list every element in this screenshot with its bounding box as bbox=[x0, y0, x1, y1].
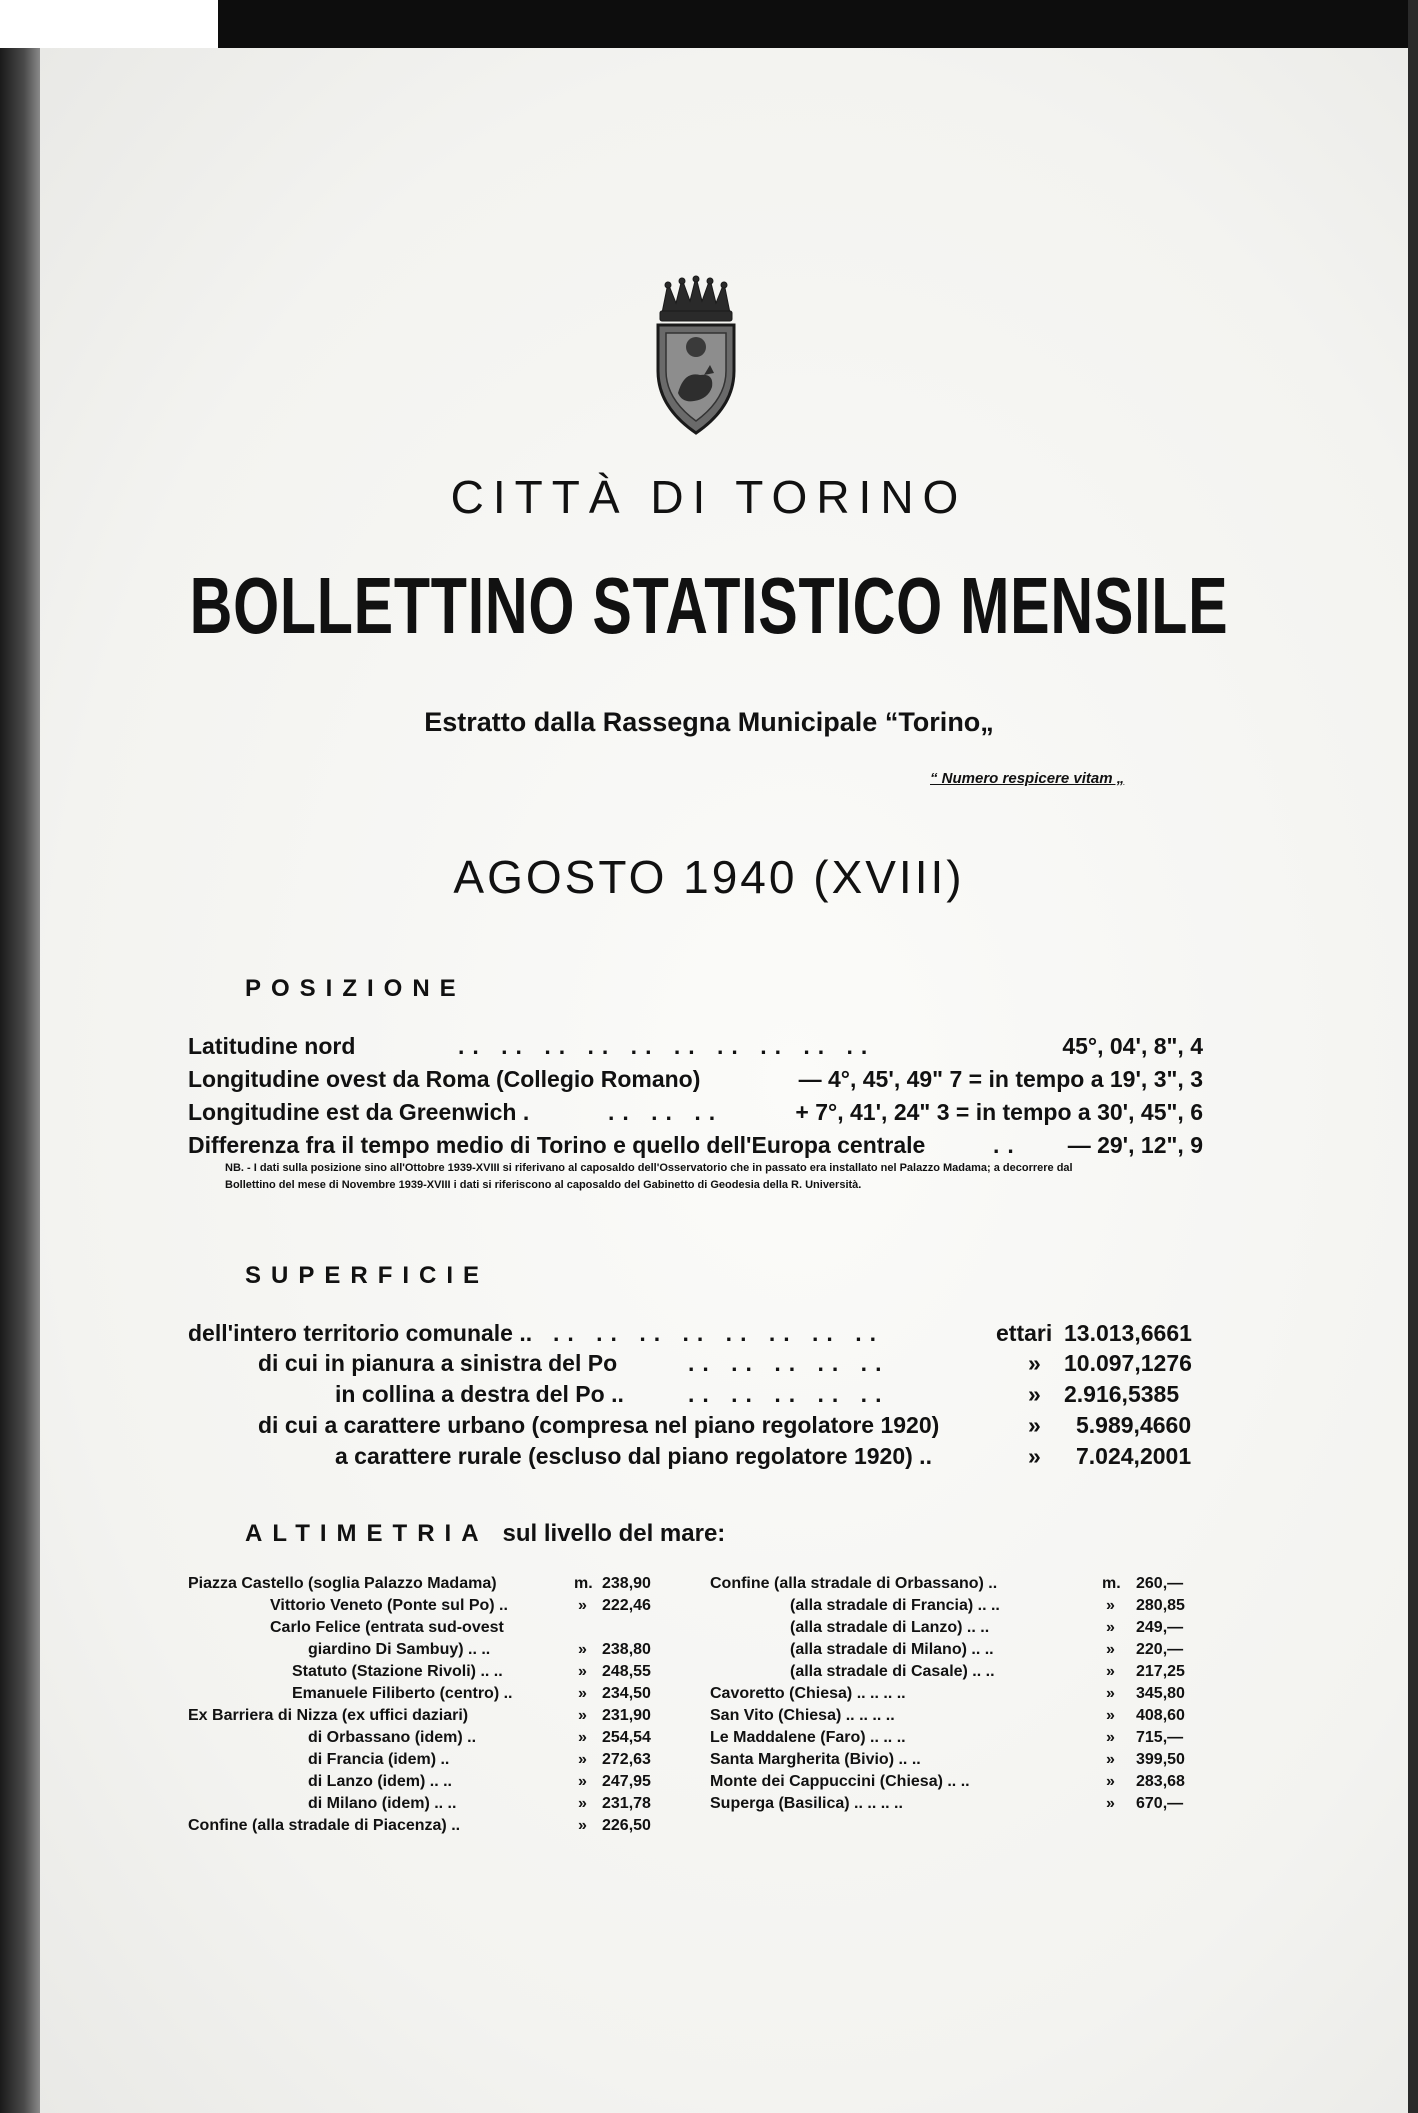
unit: » bbox=[578, 1641, 587, 1658]
altitude-value: 217,25 bbox=[1136, 1663, 1185, 1680]
dot-leader: .. .. .. .. .. bbox=[688, 1350, 890, 1376]
unit: » bbox=[1106, 1729, 1115, 1746]
altitude-value: 715,— bbox=[1136, 1729, 1184, 1746]
altitude-value: 249,— bbox=[1136, 1619, 1184, 1636]
place-label: di Orbassano (idem) .. bbox=[308, 1729, 477, 1746]
place-label: Le Maddalene (Faro) .. .. .. bbox=[710, 1729, 906, 1746]
unit: » bbox=[578, 1663, 587, 1680]
superficie-row bbox=[258, 1412, 1192, 1442]
posizione-label: Differenza fra il tempo medio di Torino e quello dell'Europa centrale bbox=[188, 1132, 926, 1158]
posizione-row bbox=[188, 1132, 1203, 1162]
section-heading-altimetria bbox=[245, 1520, 725, 1548]
unit: » bbox=[578, 1729, 587, 1746]
altitude-value: 399,50 bbox=[1136, 1751, 1185, 1768]
place-label: (alla stradale di Milano) .. .. bbox=[790, 1641, 994, 1658]
place-label: San Vito (Chiesa) .. .. .. .. bbox=[710, 1707, 895, 1724]
superficie-label: dell'intero territorio comunale .. bbox=[188, 1320, 533, 1346]
unit: » bbox=[578, 1685, 587, 1702]
unit: » bbox=[578, 1773, 587, 1790]
place-label: Santa Margherita (Bivio) .. .. bbox=[710, 1751, 921, 1768]
posizione-value: 45°, 04', 8", 4 bbox=[1062, 1033, 1203, 1059]
altimetria-row bbox=[188, 1663, 658, 1685]
unit: m. bbox=[1102, 1575, 1121, 1592]
altimetria-row bbox=[188, 1575, 658, 1597]
dot-leader: .. .. .. bbox=[608, 1099, 724, 1125]
superficie-value: 5.989,4660 bbox=[1076, 1412, 1192, 1438]
place-label: Cavoretto (Chiesa) .. .. .. .. bbox=[710, 1685, 906, 1702]
altitude-value: 670,— bbox=[1136, 1795, 1184, 1812]
superficie-row bbox=[335, 1381, 1188, 1411]
posizione-value: + 7°, 41', 24" 3 = in tempo a 30', 45", 6 bbox=[795, 1099, 1203, 1125]
altitude-value: 283,68 bbox=[1136, 1773, 1185, 1790]
altimetria-heading: ALTIMETRIA bbox=[245, 1520, 489, 1547]
unit: » bbox=[1106, 1641, 1115, 1658]
place-label: Vittorio Veneto (Ponte sul Po) .. bbox=[270, 1597, 508, 1614]
altimetria-row bbox=[710, 1597, 1190, 1619]
unit: » bbox=[578, 1795, 587, 1812]
unit: » bbox=[1106, 1773, 1115, 1790]
posizione-value: — 29', 12", 9 bbox=[1067, 1132, 1203, 1158]
motto: “ Numero respicere vitam „ bbox=[930, 770, 1125, 787]
city-name: CITTÀ DI TORINO bbox=[450, 471, 968, 523]
altimetria-row bbox=[188, 1729, 658, 1751]
altitude-value: 260,— bbox=[1136, 1575, 1184, 1592]
superficie-label: di cui in pianura a sinistra del Po bbox=[258, 1350, 618, 1376]
posizione-row bbox=[188, 1033, 1203, 1063]
altimetria-row bbox=[188, 1707, 658, 1729]
altimetria-subheading: sul livello del mare: bbox=[502, 1520, 726, 1547]
altitude-value: 247,95 bbox=[602, 1773, 651, 1790]
dot-leader: .. .. .. .. .. .. .. .. .. .. bbox=[458, 1033, 876, 1059]
superficie-value: 10.097,1276 bbox=[1064, 1350, 1192, 1376]
altimetria-row bbox=[710, 1663, 1190, 1685]
superficie-unit: » bbox=[1028, 1443, 1041, 1469]
superficie-unit: ettari bbox=[996, 1320, 1053, 1346]
altimetria-row bbox=[188, 1817, 658, 1839]
section-heading-superficie: SUPERFICIE bbox=[245, 1262, 490, 1289]
unit: » bbox=[1106, 1597, 1115, 1614]
altimetria-row bbox=[710, 1619, 1190, 1641]
unit: m. bbox=[574, 1575, 593, 1592]
place-label: Confine (alla stradale di Orbassano) .. bbox=[710, 1575, 998, 1592]
altitude-value: 222,46 bbox=[602, 1597, 651, 1614]
dot-leader: .. .. .. .. .. bbox=[688, 1381, 890, 1407]
altitude-value: 248,55 bbox=[602, 1663, 651, 1680]
altimetria-row bbox=[188, 1619, 658, 1641]
altitude-value: 272,63 bbox=[602, 1751, 651, 1768]
superficie-label: di cui a carattere urbano (compresa nel piano regolatore 1920) bbox=[258, 1412, 940, 1438]
unit: » bbox=[578, 1751, 587, 1768]
unit: » bbox=[1106, 1619, 1115, 1636]
dot-leader: .. .. .. .. .. .. .. .. bbox=[553, 1320, 884, 1346]
unit: » bbox=[1106, 1685, 1115, 1702]
place-label: Carlo Felice (entrata sud-ovest bbox=[270, 1619, 504, 1636]
place-label: Emanuele Filiberto (centro) .. bbox=[292, 1685, 513, 1702]
altimetria-row bbox=[188, 1685, 658, 1707]
altitude-value: 254,54 bbox=[602, 1729, 651, 1746]
altitude-value: 220,— bbox=[1136, 1641, 1184, 1658]
altimetria-row bbox=[188, 1773, 658, 1795]
issue-month: AGOSTO 1940 (XVIII) bbox=[453, 851, 965, 903]
scan-border-right bbox=[1408, 0, 1418, 2113]
posizione-label: Longitudine est da Greenwich . bbox=[188, 1099, 530, 1125]
altitude-value: 238,90 bbox=[602, 1575, 651, 1592]
place-label: di Francia (idem) .. bbox=[308, 1751, 450, 1768]
altitude-value: 238,80 bbox=[602, 1641, 651, 1658]
place-label: Monte dei Cappuccini (Chiesa) .. .. bbox=[710, 1773, 970, 1790]
posizione-label: Latitudine nord bbox=[188, 1033, 356, 1059]
posizione-value: — 4°, 45', 49" 7 = in tempo a 19', 3", 3 bbox=[798, 1066, 1203, 1092]
place-label: Statuto (Stazione Rivoli) .. .. bbox=[292, 1663, 503, 1680]
altimetria-row bbox=[188, 1795, 658, 1817]
superficie-label: in collina a destra del Po .. bbox=[335, 1381, 624, 1407]
place-label: Piazza Castello (soglia Palazzo Madama) bbox=[188, 1575, 497, 1592]
altitude-value: 231,78 bbox=[602, 1795, 651, 1812]
altimetria-row bbox=[710, 1575, 1190, 1597]
torino-coat-of-arms-icon bbox=[648, 275, 744, 435]
bulletin-subtitle: Estratto dalla Rassegna Municipale “Torino„ bbox=[424, 707, 994, 737]
place-label: di Lanzo (idem) .. .. bbox=[308, 1773, 452, 1790]
superficie-value: 2.916,5385 bbox=[1064, 1381, 1180, 1407]
altimetria-row bbox=[710, 1641, 1190, 1663]
unit: » bbox=[1106, 1663, 1115, 1680]
altimetria-row bbox=[710, 1795, 1190, 1817]
altitude-value: 408,60 bbox=[1136, 1707, 1185, 1724]
place-label: Superga (Basilica) .. .. .. .. bbox=[710, 1795, 903, 1812]
altitude-value: 280,85 bbox=[1136, 1597, 1185, 1614]
place-label: Confine (alla stradale di Piacenza) .. bbox=[188, 1817, 461, 1834]
unit: » bbox=[1106, 1751, 1115, 1768]
place-label: Ex Barriera di Nizza (ex uffici daziari) bbox=[188, 1707, 469, 1724]
superficie-unit: » bbox=[1028, 1350, 1041, 1376]
altimetria-row bbox=[188, 1641, 658, 1663]
altimetria-row bbox=[188, 1597, 658, 1619]
altitude-value: 231,90 bbox=[602, 1707, 651, 1724]
unit: » bbox=[578, 1707, 587, 1724]
altimetria-right-column bbox=[710, 1575, 1190, 1817]
superficie-value: 13.013,6661 bbox=[1064, 1320, 1192, 1346]
place-label: (alla stradale di Francia) .. .. bbox=[790, 1597, 1000, 1614]
posizione-note: NB. - I dati sulla posizione sino all'Ottobre 1939-XVIII si riferivano al caposaldo dell'Osservatorio che in passato era installato nel Palazzo Madama; a decorrere dal Bollettino del mese di Novembre 1939-XVIII i dati si riferiscono al caposaldo del Gabinetto di Geodesia della R. Università. bbox=[225, 1162, 1073, 1191]
superficie-unit: » bbox=[1028, 1412, 1041, 1438]
altitude-value: 234,50 bbox=[602, 1685, 651, 1702]
posizione-row bbox=[188, 1066, 1203, 1096]
unit: » bbox=[578, 1817, 587, 1834]
superficie-label: a carattere rurale (escluso dal piano regolatore 1920) .. bbox=[335, 1443, 932, 1469]
superficie-value: 7.024,2001 bbox=[1076, 1443, 1192, 1469]
unit: » bbox=[578, 1597, 587, 1614]
section-heading-posizione: POSIZIONE bbox=[245, 975, 466, 1002]
scan-border-left bbox=[0, 48, 40, 2113]
posizione-label: Longitudine ovest da Roma (Collegio Romano) bbox=[188, 1066, 701, 1092]
posizione-row bbox=[188, 1099, 1203, 1129]
superficie-row bbox=[335, 1443, 1192, 1473]
altitude-value: 345,80 bbox=[1136, 1685, 1185, 1702]
scan-border-notch bbox=[0, 0, 218, 48]
unit: » bbox=[1106, 1795, 1115, 1812]
altimetria-left-column bbox=[188, 1575, 658, 1839]
place-label: di Milano (idem) .. .. bbox=[308, 1795, 457, 1812]
place-label: giardino Di Sambuy) .. .. bbox=[308, 1641, 491, 1658]
unit: » bbox=[1106, 1707, 1115, 1724]
bulletin-title: BOLLETTINO STATISTICO MENSILE bbox=[189, 561, 1229, 650]
altimetria-row bbox=[710, 1685, 1190, 1707]
superficie-row bbox=[188, 1320, 1192, 1350]
altimetria-row bbox=[710, 1729, 1190, 1751]
altimetria-row bbox=[188, 1751, 658, 1773]
altitude-value: 226,50 bbox=[602, 1817, 651, 1834]
altimetria-row bbox=[710, 1773, 1190, 1795]
superficie-row bbox=[258, 1350, 1192, 1380]
place-label: (alla stradale di Casale) .. .. bbox=[790, 1663, 995, 1680]
altimetria-row bbox=[710, 1751, 1190, 1773]
place-label: (alla stradale di Lanzo) .. .. bbox=[790, 1619, 990, 1636]
altimetria-row bbox=[710, 1707, 1190, 1729]
superficie-unit: » bbox=[1028, 1381, 1041, 1407]
dot-leader: .. bbox=[993, 1132, 1022, 1158]
